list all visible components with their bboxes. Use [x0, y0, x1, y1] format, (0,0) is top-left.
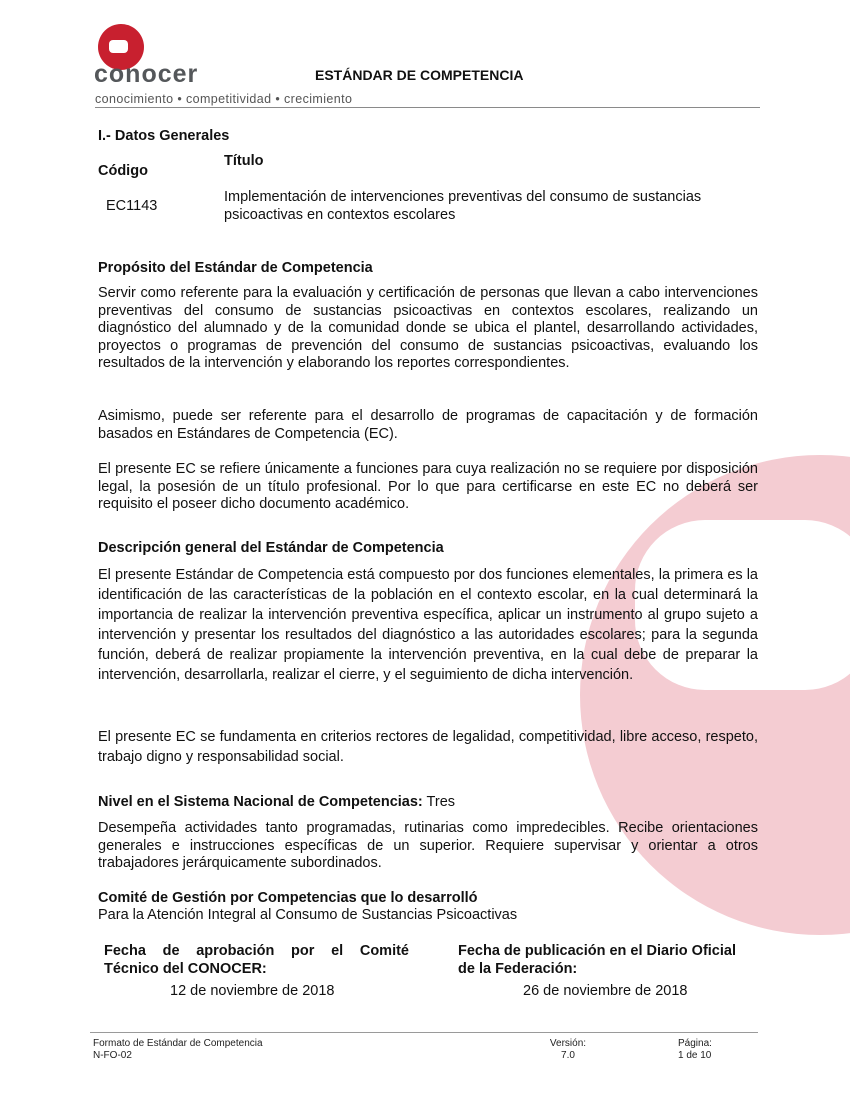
code-value: EC1143 [106, 198, 158, 214]
approval-date: 12 de noviembre de 2018 [170, 983, 335, 999]
document-type-title: ESTÁNDAR DE COMPETENCIA [315, 67, 524, 83]
level-value: Tres [426, 794, 456, 810]
description-heading: Descripción general del Estándar de Competencia [98, 540, 444, 556]
code-label: Código [98, 163, 148, 179]
footer-version: Versión: 7.0 [549, 1038, 587, 1061]
publication-date-label: Fecha de publicación en el Diario Oficial de la Federación: [458, 943, 736, 977]
title-value: Implementación de intervenciones preventivas del consumo de sustancias psicoactivas en contextos escolares [224, 189, 702, 223]
purpose-paragraph-1: Servir como referente para la evaluación y certificación de personas que llevan a cabo intervenciones preventivas del consumo de sustancias psicoactivas en contextos escolares, realizando un diagnóstico del alumnado y de la comunidad donde se ubica el plantel, desarrollando actividades, proyectos o programas de prevención del consumo de sustancias psicoactivas, evaluando los resultados de la intervención y elaborando los reportes correspondientes. [98, 285, 758, 371]
committee-heading: Comité de Gestión por Competencias que lo desarrolló [98, 890, 478, 906]
description-paragraph-2: El presente EC se fundamenta en criterios rectores de legalidad, competitividad, libre acceso, respeto, trabajo digno y responsabilidad social. [98, 729, 758, 765]
title-label: Título [224, 153, 264, 169]
footer-format: Formato de Estándar de Competencia N-FO-02 [93, 1038, 263, 1061]
purpose-heading: Propósito del Estándar de Competencia [98, 260, 373, 276]
purpose-paragraph-3: El presente EC se refiere únicamente a funciones para cuya realización no se requiere por disposición legal, la posesión de un título profesional. Por lo que para certificarse en este EC no deberá ser requisito el poseer dicho documento académico. [98, 461, 758, 512]
committee-name: Para la Atención Integral al Consumo de Sustancias Psicoactivas [98, 907, 518, 923]
section-title-general: I.- Datos Generales [98, 128, 230, 144]
publication-date: 26 de noviembre de 2018 [523, 983, 688, 999]
level-heading: Nivel en el Sistema Nacional de Competencias: [98, 794, 423, 810]
level-description: Desempeña actividades tanto programadas, rutinarias como impredecibles. Recibe orientaciones generales e instrucciones específicas de un superior. Requiere supervisar y orientar a otros trabajadores jerárquicamente subordinados. [98, 820, 758, 871]
logo-wordmark: conocer [94, 60, 199, 88]
approval-date-label: Fecha de aprobación por el Comité Técnico del CONOCER: [104, 943, 409, 977]
logo-tagline: conocimiento • competitividad • crecimiento [95, 92, 353, 106]
description-paragraph-1: El presente Estándar de Competencia está compuesto por dos funciones elementales, la primera es la identificación de las características de la población en el contexto escolar, en la cual determinará la importancia de realizar la intervención preventiva específica, aplicar un instrumento al grupo sujeto a intervención y presentar los resultados del diagnóstico a las autoridades escolares; para la segunda función, deberá de realizar propiamente la intervención preventiva, en la cual debe de preparar la intervención, desarrollarla, realizar el cierre, y el seguimiento de dicha intervención. [98, 567, 758, 683]
footer-divider [90, 1032, 758, 1033]
header-divider [95, 107, 760, 108]
purpose-paragraph-2: Asimismo, puede ser referente para el desarrollo de programas de capacitación y de formación basados en Estándares de Competencia (EC). [98, 408, 758, 442]
footer-page: Página: 1 de 10 [678, 1038, 712, 1061]
level-line [98, 794, 455, 810]
